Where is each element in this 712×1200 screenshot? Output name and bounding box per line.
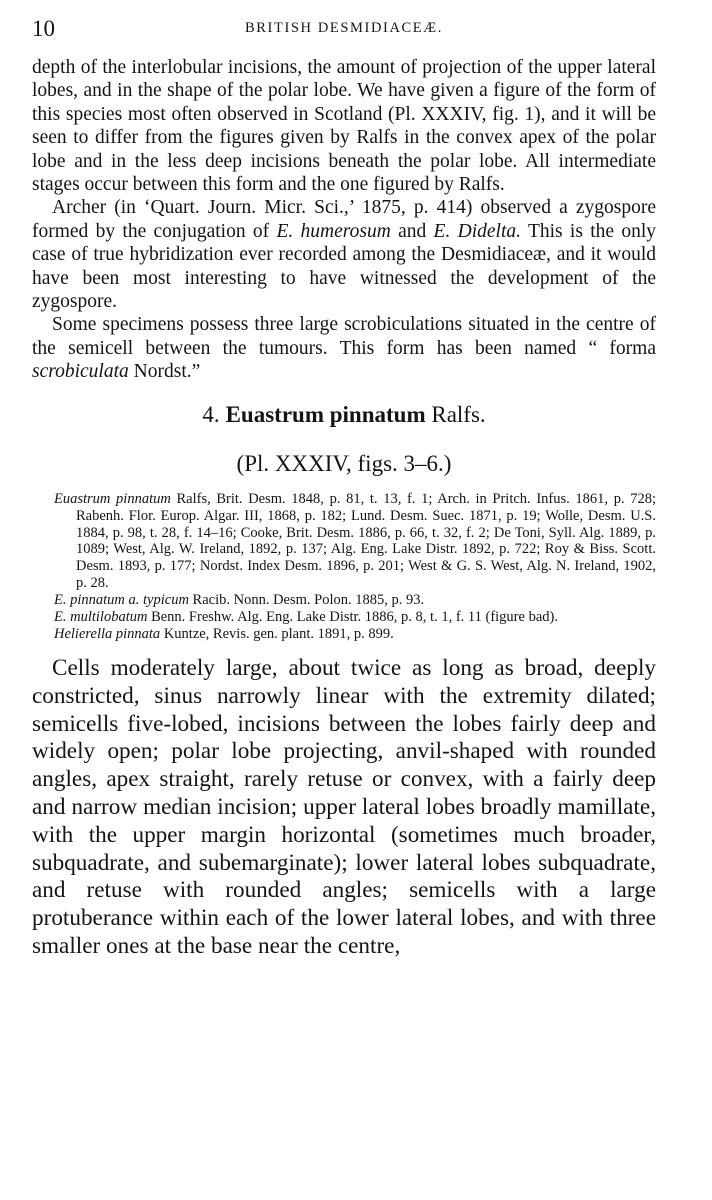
page-header [32, 14, 656, 44]
species-number: 4. [202, 401, 220, 427]
synonymy-list [32, 491, 656, 643]
species-heading [32, 400, 656, 430]
intro-paragraph-3 [32, 313, 656, 383]
species-name-italic: E. humerosum [276, 220, 391, 242]
paragraph-text: Archer (in ‘Quart. Journ. Micr. Sci.,’ 1875, p. 414) observed a zygospore formed by the conjugation of [32, 197, 656, 242]
running-head: BRITISH DESMIDIACEÆ. [245, 20, 443, 36]
synonym-citation: Benn. Freshw. Alg. Eng. Lake Distr. 1886, p. 8, t. 1, f. 11 (figure bad). [147, 609, 558, 626]
paragraph-text: and [390, 220, 434, 242]
species-name: Euastrum pinnatum [225, 401, 426, 427]
synonym-name: Euastrum pinnatum [54, 490, 171, 507]
synonym-citation: Ralfs, Brit. Desm. 1848, p. 81, t. 13, f. 1; Arch. in Pritch. Infus. 1861, p. 728; Rabenh. Flor. Europ. Algar. III, 1868, p. 182; Lund. Desm. Suec. 1871, p. 19; Wolle, Desm. U.S. 1884, p. 98, t. 28, f. 14–16; Cooke, Brit. Desm. 1886, p. 66, t. 32, f. 2; De Toni, Syll. Alg. 1889, p. 1089; West, Alg. W. Ireland, 1892, p. 137; Alg. Eng. Lake Distr. 1892, p. 722; Roy & Biss. Scott. Desm. 1893, p. 177; Nordst. Index Desm. 1896, p. 201; West & G. S. West, Alg. N. Ireland, 1902, p. 28. [76, 490, 656, 592]
synonym-name: E. multilobatum [54, 609, 148, 626]
page-body [32, 56, 656, 961]
synonymy-entry [32, 491, 656, 592]
page-number: 10 [32, 16, 55, 41]
species-description: Cells moderately large, about twice as long as broad, deeply constricted, sinus narrowly linear with the extremity dilated; semicells five-lobed, incisions between the lobes fairly deep and widely open; polar lobe projecting, anvil-shaped with rounded angles, apex straight, rarely retuse or convex, with a fairly deep and narrow median incision; upper lateral lobes broadly mamillate, with the upper margin horizontal (sometimes much broader, subquadrate, and subemarginate); lower lateral lobes subquadrate, and retuse with rounded angles; semicells with a large protuberance within each of the lower lateral lobes, and with three smaller ones at the base near the centre, [32, 654, 656, 959]
paragraph-text: Nordst.” [128, 361, 201, 383]
intro-paragraph-1: depth of the interlobular incisions, the amount of projection of the upper lateral lobes, and in the shape of the polar lobe. We have given a figure of the form of this species most often observed in Scotland (Pl. XXXIV, fig. 1), and it will be seen to differ from the figures given by Ralfs in the convex apex of the polar lobe and in the less deep incisions beneath the polar lobe. All intermediate stages occur between this form and the one figured by Ralfs. [32, 57, 656, 196]
paragraph-text: This is the only case of true hybridization ever recorded among the Desmidiaceæ, and it would have been most interesting to have witnessed the development of the zygospore. [32, 220, 656, 313]
synonym-citation: Racib. Nonn. Desm. Polon. 1885, p. 93. [188, 592, 425, 609]
synonym-name: E. pinnatum a. typicum [54, 592, 189, 609]
synonym-name: Helierella pinnata [54, 626, 161, 643]
synonymy-entry [32, 626, 656, 643]
species-name-italic: E. Didelta. [433, 220, 521, 242]
synonym-citation: Kuntze, Revis. gen. plant. 1891, p. 899. [160, 626, 394, 643]
synonymy-entry [32, 592, 656, 609]
paragraph-text: Some specimens possess three large scrobiculations situated in the centre of the semicell between the tumours. This form has been named “ forma [32, 314, 656, 359]
forma-name-italic: scrobiculata [32, 361, 129, 383]
intro-paragraph-2 [32, 196, 656, 313]
synonymy-entry [32, 609, 656, 626]
plate-reference: (Pl. XXXIV, figs. 3–6.) [236, 450, 452, 476]
species-authority: Ralfs. [431, 401, 486, 427]
